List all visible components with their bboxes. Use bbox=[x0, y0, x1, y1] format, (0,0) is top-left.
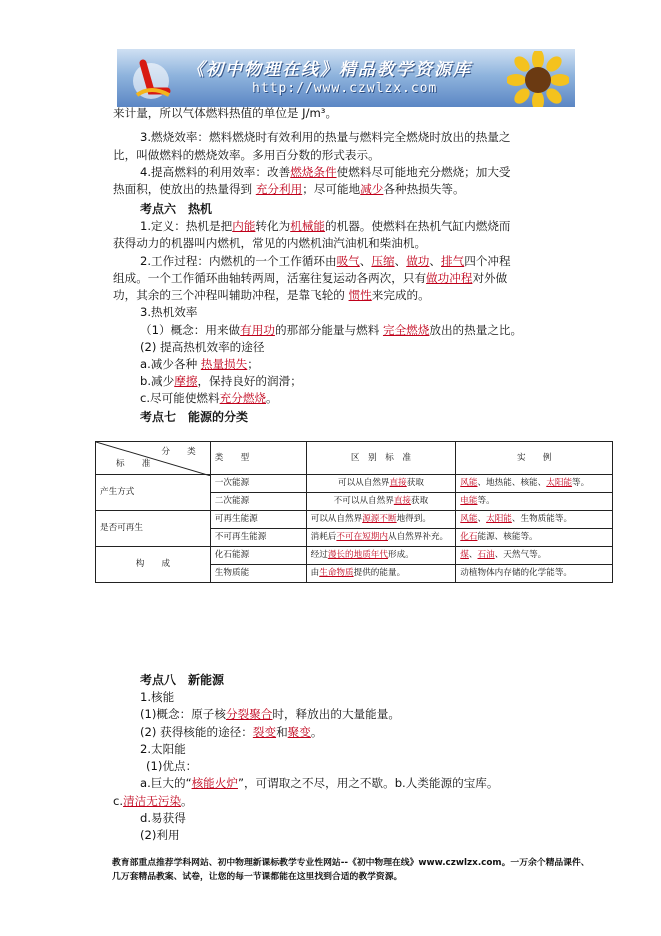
answer-blank: 机械能 bbox=[290, 219, 326, 233]
column-header: 实 例 bbox=[456, 442, 613, 475]
example-cell: 电能等。 bbox=[456, 493, 613, 511]
standard-cell: 产生方式 bbox=[96, 475, 211, 511]
example-cell: 化石能源、核能等。 bbox=[456, 529, 613, 547]
text-line: 组成。一个工作循环曲轴转两周，活塞往复运动各两次，只有做功冲程对外做 bbox=[113, 271, 508, 285]
criteria-cell: 消耗后不可在短期内从自然界补充。 bbox=[306, 529, 456, 547]
standard-cell: 是否可再生 bbox=[96, 511, 211, 547]
criteria-cell: 可以从自然界源源不断地得到。 bbox=[306, 511, 456, 529]
criteria-cell: 可以从自然界直接获取 bbox=[306, 475, 456, 493]
type-cell: 可再生能源 bbox=[210, 511, 306, 529]
table-header-row bbox=[96, 442, 613, 475]
type-cell: 一次能源 bbox=[210, 475, 306, 493]
answer-blank: 充分利用 bbox=[255, 182, 303, 196]
banner-url: http://www.czwlzx.com bbox=[252, 81, 438, 96]
type-cell: 不可再生能源 bbox=[210, 529, 306, 547]
column-header: 类 型 bbox=[210, 442, 306, 475]
text-line: (2) 提高热机效率的途径 bbox=[140, 340, 265, 354]
type-cell: 化石能源 bbox=[210, 547, 306, 565]
site-logo-icon bbox=[127, 55, 175, 103]
banner-title: 《初中物理在线》精品教学资源库 bbox=[187, 60, 472, 80]
text-line: (2)利用 bbox=[140, 828, 180, 842]
text-line: (1)概念：原子核分裂聚合时，释放出的大量能量。 bbox=[140, 707, 400, 721]
answer-blank: 燃烧条件 bbox=[290, 165, 337, 179]
text-line: 3.热机效率 bbox=[140, 305, 198, 319]
standard-cell: 构 成 bbox=[96, 547, 211, 583]
section-heading: 考点八 新能源 bbox=[140, 673, 225, 687]
text-line: (2) 获得核能的途径：裂变和聚变。 bbox=[140, 725, 323, 739]
answer-blank: 内能 bbox=[232, 219, 256, 233]
sunflower-icon bbox=[507, 51, 569, 107]
criteria-cell: 由生命物质提供的能量。 bbox=[306, 565, 456, 583]
diagonal-header-cell: 分 类 标 准 bbox=[96, 442, 211, 475]
column-header: 区 别 标 准 bbox=[306, 442, 456, 475]
text-line: （1）概念：用来做有用功的那部分能量与燃料 完全燃烧放出的热量之比。 bbox=[140, 323, 523, 337]
table-row bbox=[96, 511, 613, 529]
text-line: a.巨大的“核能火炉”，可谓取之不尽，用之不歇。b.人类能源的宝库。 bbox=[140, 776, 499, 790]
table-row bbox=[96, 547, 613, 565]
text-line: 4.提高燃料的利用效率：改善燃烧条件使燃料尽可能地充分燃烧；加大受 bbox=[140, 165, 511, 179]
example-cell: 风能、地热能、核能、太阳能等。 bbox=[456, 475, 613, 493]
text-line: 获得动力的机器叫内燃机，常见的内燃机油汽油机和柴油机。 bbox=[113, 236, 427, 250]
example-cell: 煤、石油、天然气等。 bbox=[456, 547, 613, 565]
text-line: 3.燃烧效率：燃料燃烧时有效利用的热量与燃料完全燃烧时放出的热量之 bbox=[140, 130, 511, 144]
text-line: 2.工作过程：内燃机的一个工作循环由吸气、压缩、做功、排气四个冲程 bbox=[140, 254, 511, 268]
criteria-cell: 不可以从自然界直接获取 bbox=[306, 493, 456, 511]
text-line: 比，叫做燃料的燃烧效率。多用百分数的形式表示。 bbox=[113, 148, 380, 162]
table-row bbox=[96, 475, 613, 493]
type-cell: 二次能源 bbox=[210, 493, 306, 511]
text-line: d.易获得 bbox=[140, 811, 186, 825]
text-line: c.尽可能使燃料充分燃烧。 bbox=[140, 391, 278, 405]
answer-blank: 减少 bbox=[360, 182, 384, 196]
type-cell: 生物质能 bbox=[210, 565, 306, 583]
text-line: 2.太阳能 bbox=[140, 742, 186, 756]
text-line: a.减少各种 热量损失； bbox=[140, 357, 259, 371]
text-line: 功，其余的三个冲程叫辅助冲程，是靠飞轮的 惯性来完成的。 bbox=[113, 288, 430, 302]
text-line: 热面积，使放出的热量得到 充分利用；尽可能地减少各种热损失等。 bbox=[113, 182, 465, 196]
text-line: b.减少摩擦，保持良好的润滑； bbox=[140, 374, 302, 388]
text-line: 来计量，所以气体燃料热值的单位是 J/m³。 bbox=[113, 106, 338, 120]
energy-classification-table bbox=[95, 441, 613, 583]
text-line: 1.定义：热机是把内能转化为机械能的机器。使燃料在热机气缸内燃烧而 bbox=[140, 219, 511, 233]
criteria-cell: 经过漫长的地质年代形成。 bbox=[306, 547, 456, 565]
text-line: c.清洁无污染。 bbox=[113, 794, 193, 808]
text-line: (1)优点： bbox=[146, 759, 198, 773]
section-heading: 考点六 热机 bbox=[140, 202, 213, 216]
example-cell: 动植物体内存储的化学能等。 bbox=[456, 565, 613, 583]
example-cell: 风能、太阳能、生物质能等。 bbox=[456, 511, 613, 529]
section-heading: 考点七 能源的分类 bbox=[140, 410, 249, 424]
header-banner bbox=[117, 49, 575, 107]
page-footer: 教育部重点推荐学科网站、初中物理新课标教学专业性网站--《初中物理在线》www.czwlzx.com。一万余个精品课件、几万套精品教案、试卷，让您的每一节课都能在这里找到合适的教学资源。 bbox=[112, 858, 590, 882]
text-line: 1.核能 bbox=[140, 690, 175, 704]
